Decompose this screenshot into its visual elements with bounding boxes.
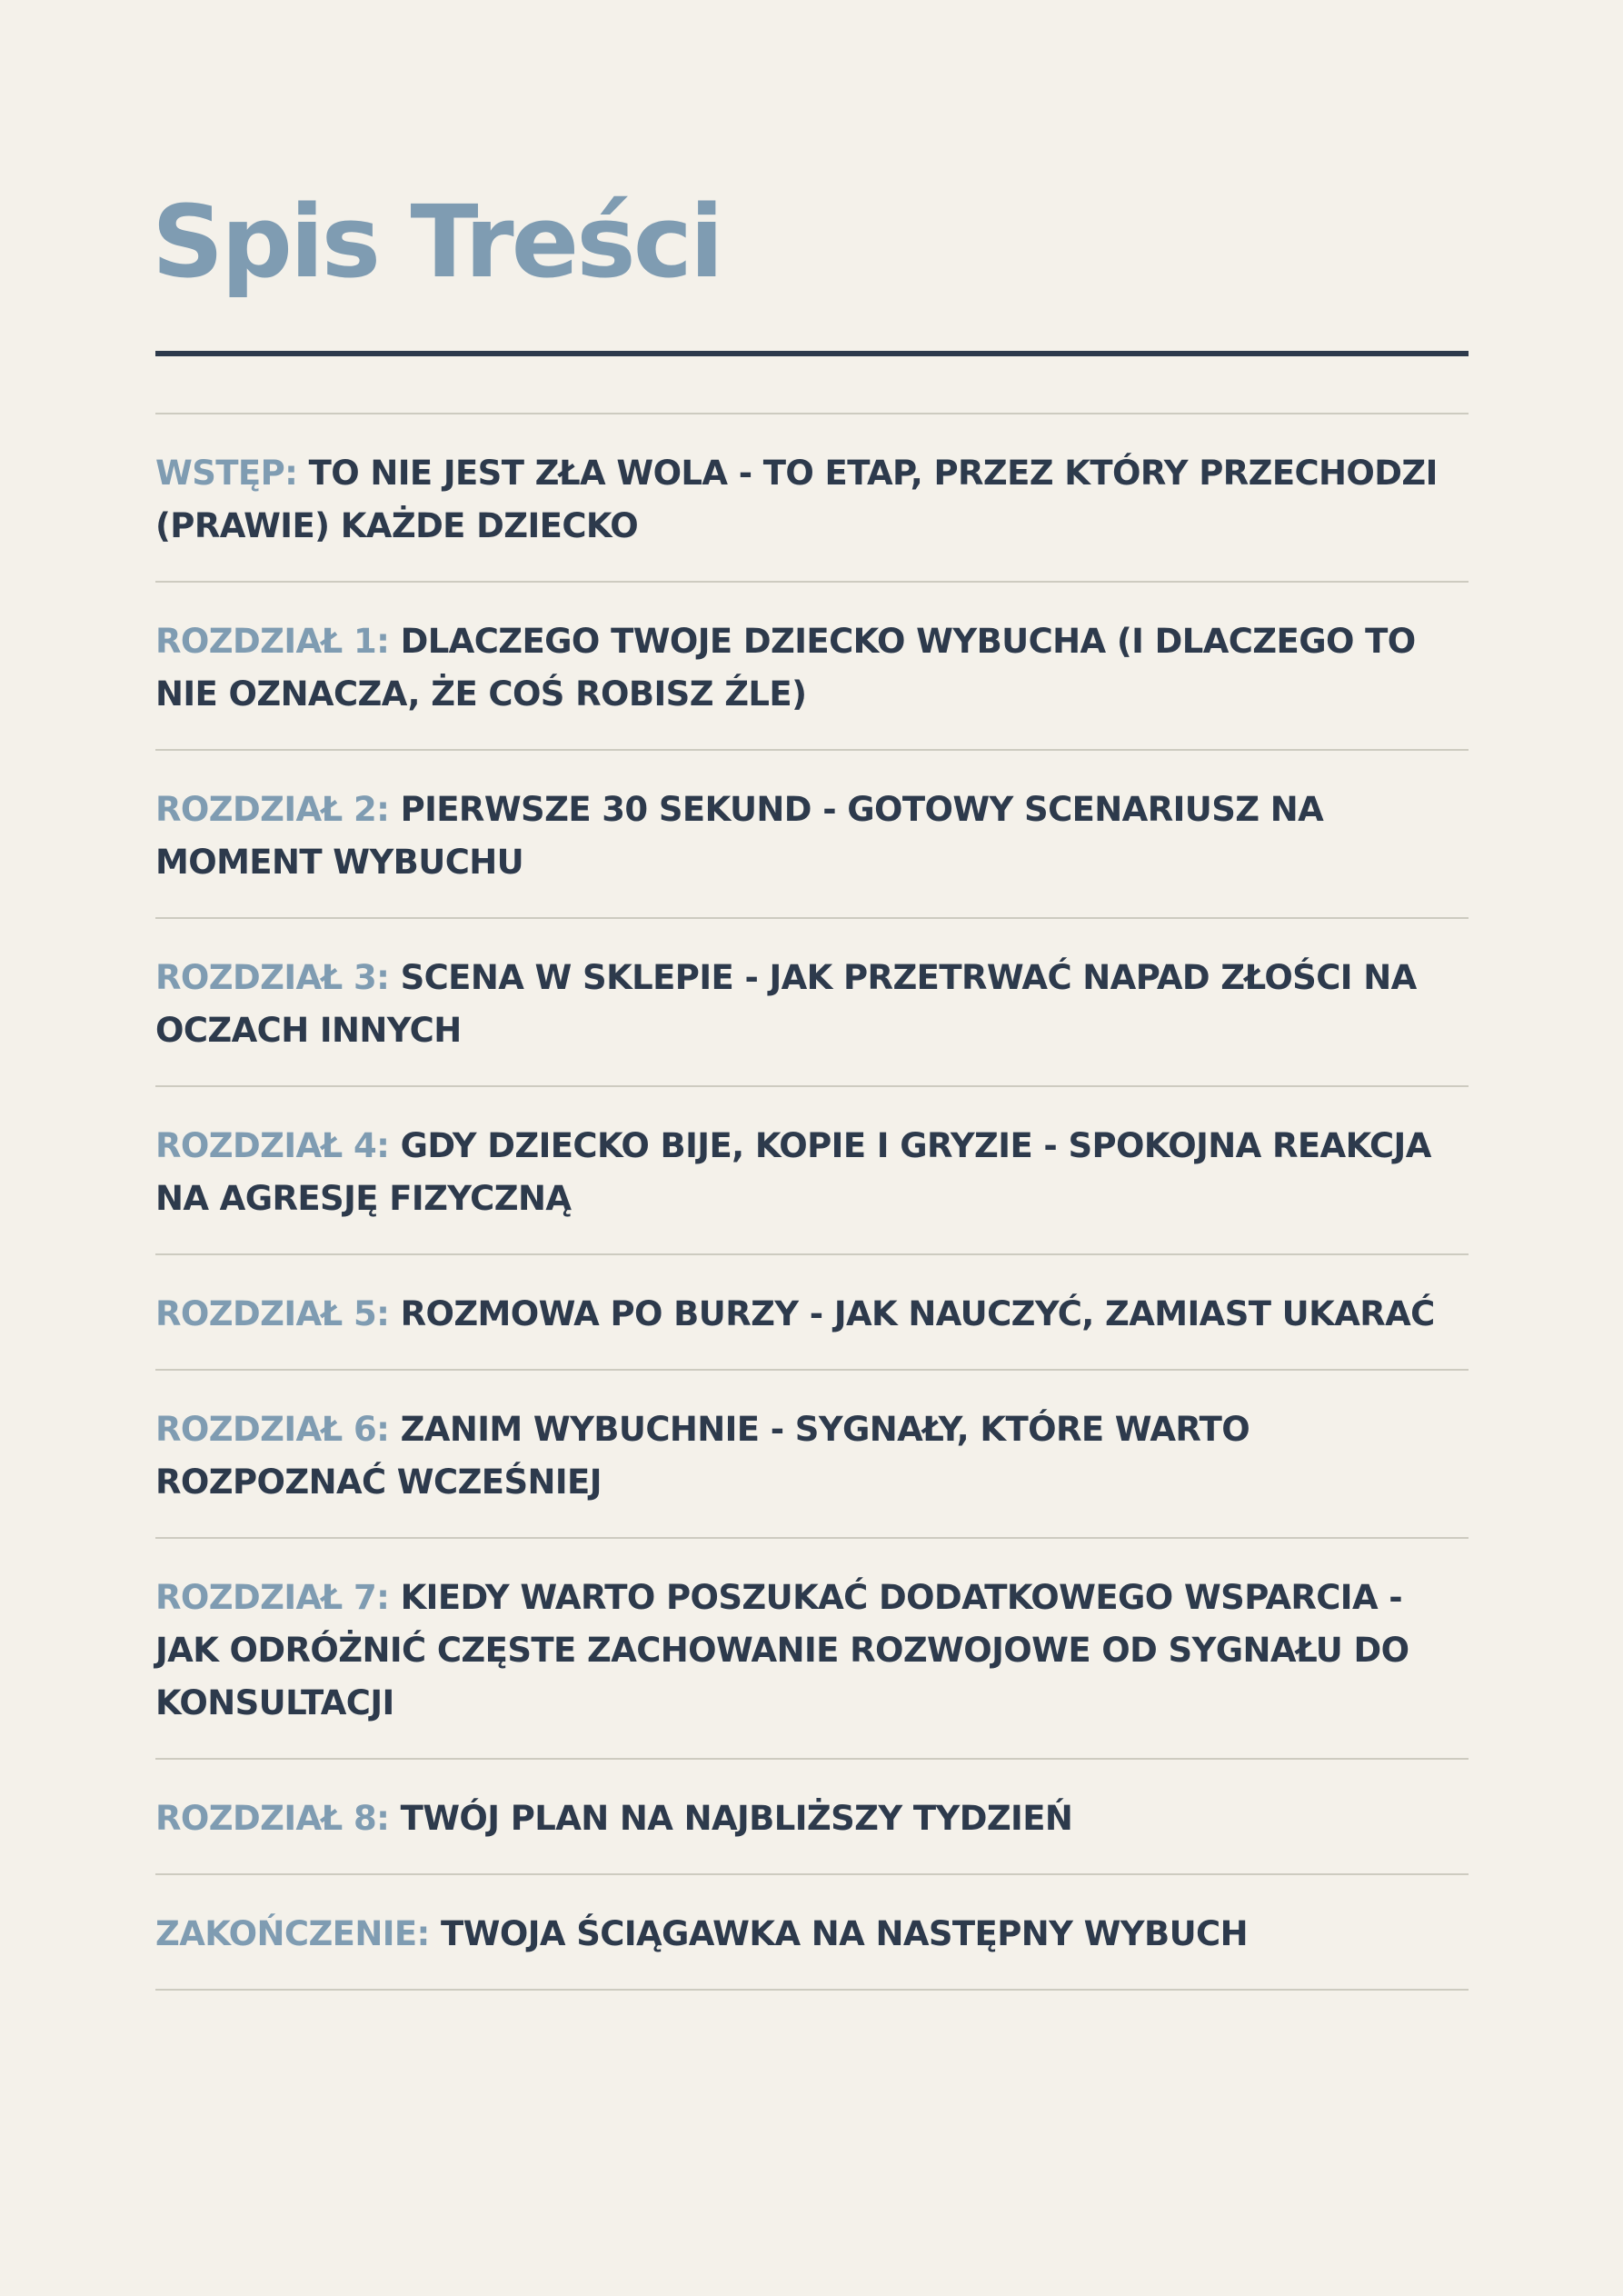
- toc-item-chapter-5[interactable]: [155, 1255, 1469, 1371]
- page-title: Spis Treści: [152, 184, 722, 300]
- toc-item-label: ROZDZIAŁ 6:: [155, 1410, 390, 1449]
- toc-item-chapter-4[interactable]: [155, 1087, 1469, 1255]
- toc-item-title: ZANIM WYBUCHNIE - SYGNAŁY, KTÓRE WARTO ROZPOZNAĆ WCZEŚNIEJ: [155, 1410, 1250, 1502]
- toc-item-chapter-1[interactable]: [155, 583, 1469, 751]
- toc-item-chapter-8[interactable]: [155, 1760, 1469, 1875]
- toc-item-chapter-6[interactable]: [155, 1371, 1469, 1539]
- toc-item-chapter-7[interactable]: [155, 1539, 1469, 1760]
- toc-item-title: TO NIE JEST ZŁA WOLA - TO ETAP, PRZEZ KTÓRY PRZECHODZI (PRAWIE) KAŻDE DZIECKO: [155, 454, 1438, 545]
- toc-item-label: ROZDZIAŁ 7:: [155, 1578, 390, 1617]
- toc-item-chapter-3[interactable]: [155, 919, 1469, 1087]
- toc-item-title: PIERWSZE 30 SEKUND - GOTOWY SCENARIUSZ NA MOMENT WYBUCHU: [155, 790, 1324, 882]
- toc-item-chapter-2[interactable]: [155, 751, 1469, 919]
- toc-item-label: ZAKOŃCZENIE:: [155, 1914, 430, 1953]
- toc-list: [155, 413, 1469, 1991]
- toc-item-conclusion[interactable]: [155, 1875, 1469, 1991]
- toc-item-title: TWÓJ PLAN NA NAJBLIŻSZY TYDZIEŃ: [389, 1799, 1073, 1838]
- toc-item-label: ROZDZIAŁ 1:: [155, 622, 390, 661]
- toc-item-introduction[interactable]: [155, 414, 1469, 583]
- toc-item-label: ROZDZIAŁ 4:: [155, 1126, 390, 1165]
- title-divider: [155, 351, 1469, 356]
- toc-item-title: ROZMOWA PO BURZY - JAK NAUCZYĆ, ZAMIAST UKARAĆ: [389, 1294, 1435, 1333]
- toc-item-title: TWOJA ŚCIĄGAWKA NA NASTĘPNY WYBUCH: [429, 1914, 1248, 1953]
- toc-item-label: WSTĘP:: [155, 454, 298, 493]
- toc-item-title: DLACZEGO TWOJE DZIECKO WYBUCHA (I DLACZEGO TO NIE OZNACZA, ŻE COŚ ROBISZ ŹLE): [155, 622, 1416, 714]
- toc-item-label: ROZDZIAŁ 5:: [155, 1294, 390, 1333]
- toc-item-title: KIEDY WARTO POSZUKAĆ DODATKOWEGO WSPARCIA - JAK ODRÓŻNIĆ CZĘSTE ZACHOWANIE ROZWOJOWE OD SYGNAŁU DO KONSULTACJI: [155, 1578, 1409, 1722]
- toc-item-label: ROZDZIAŁ 3:: [155, 958, 390, 997]
- toc-item-label: ROZDZIAŁ 8:: [155, 1799, 390, 1838]
- toc-item-title: GDY DZIECKO BIJE, KOPIE I GRYZIE - SPOKOJNA REAKCJA NA AGRESJĘ FIZYCZNĄ: [155, 1126, 1431, 1218]
- toc-item-title: SCENA W SKLEPIE - JAK PRZETRWAĆ NAPAD ZŁOŚCI NA OCZACH INNYCH: [155, 958, 1417, 1050]
- toc-item-label: ROZDZIAŁ 2:: [155, 790, 390, 829]
